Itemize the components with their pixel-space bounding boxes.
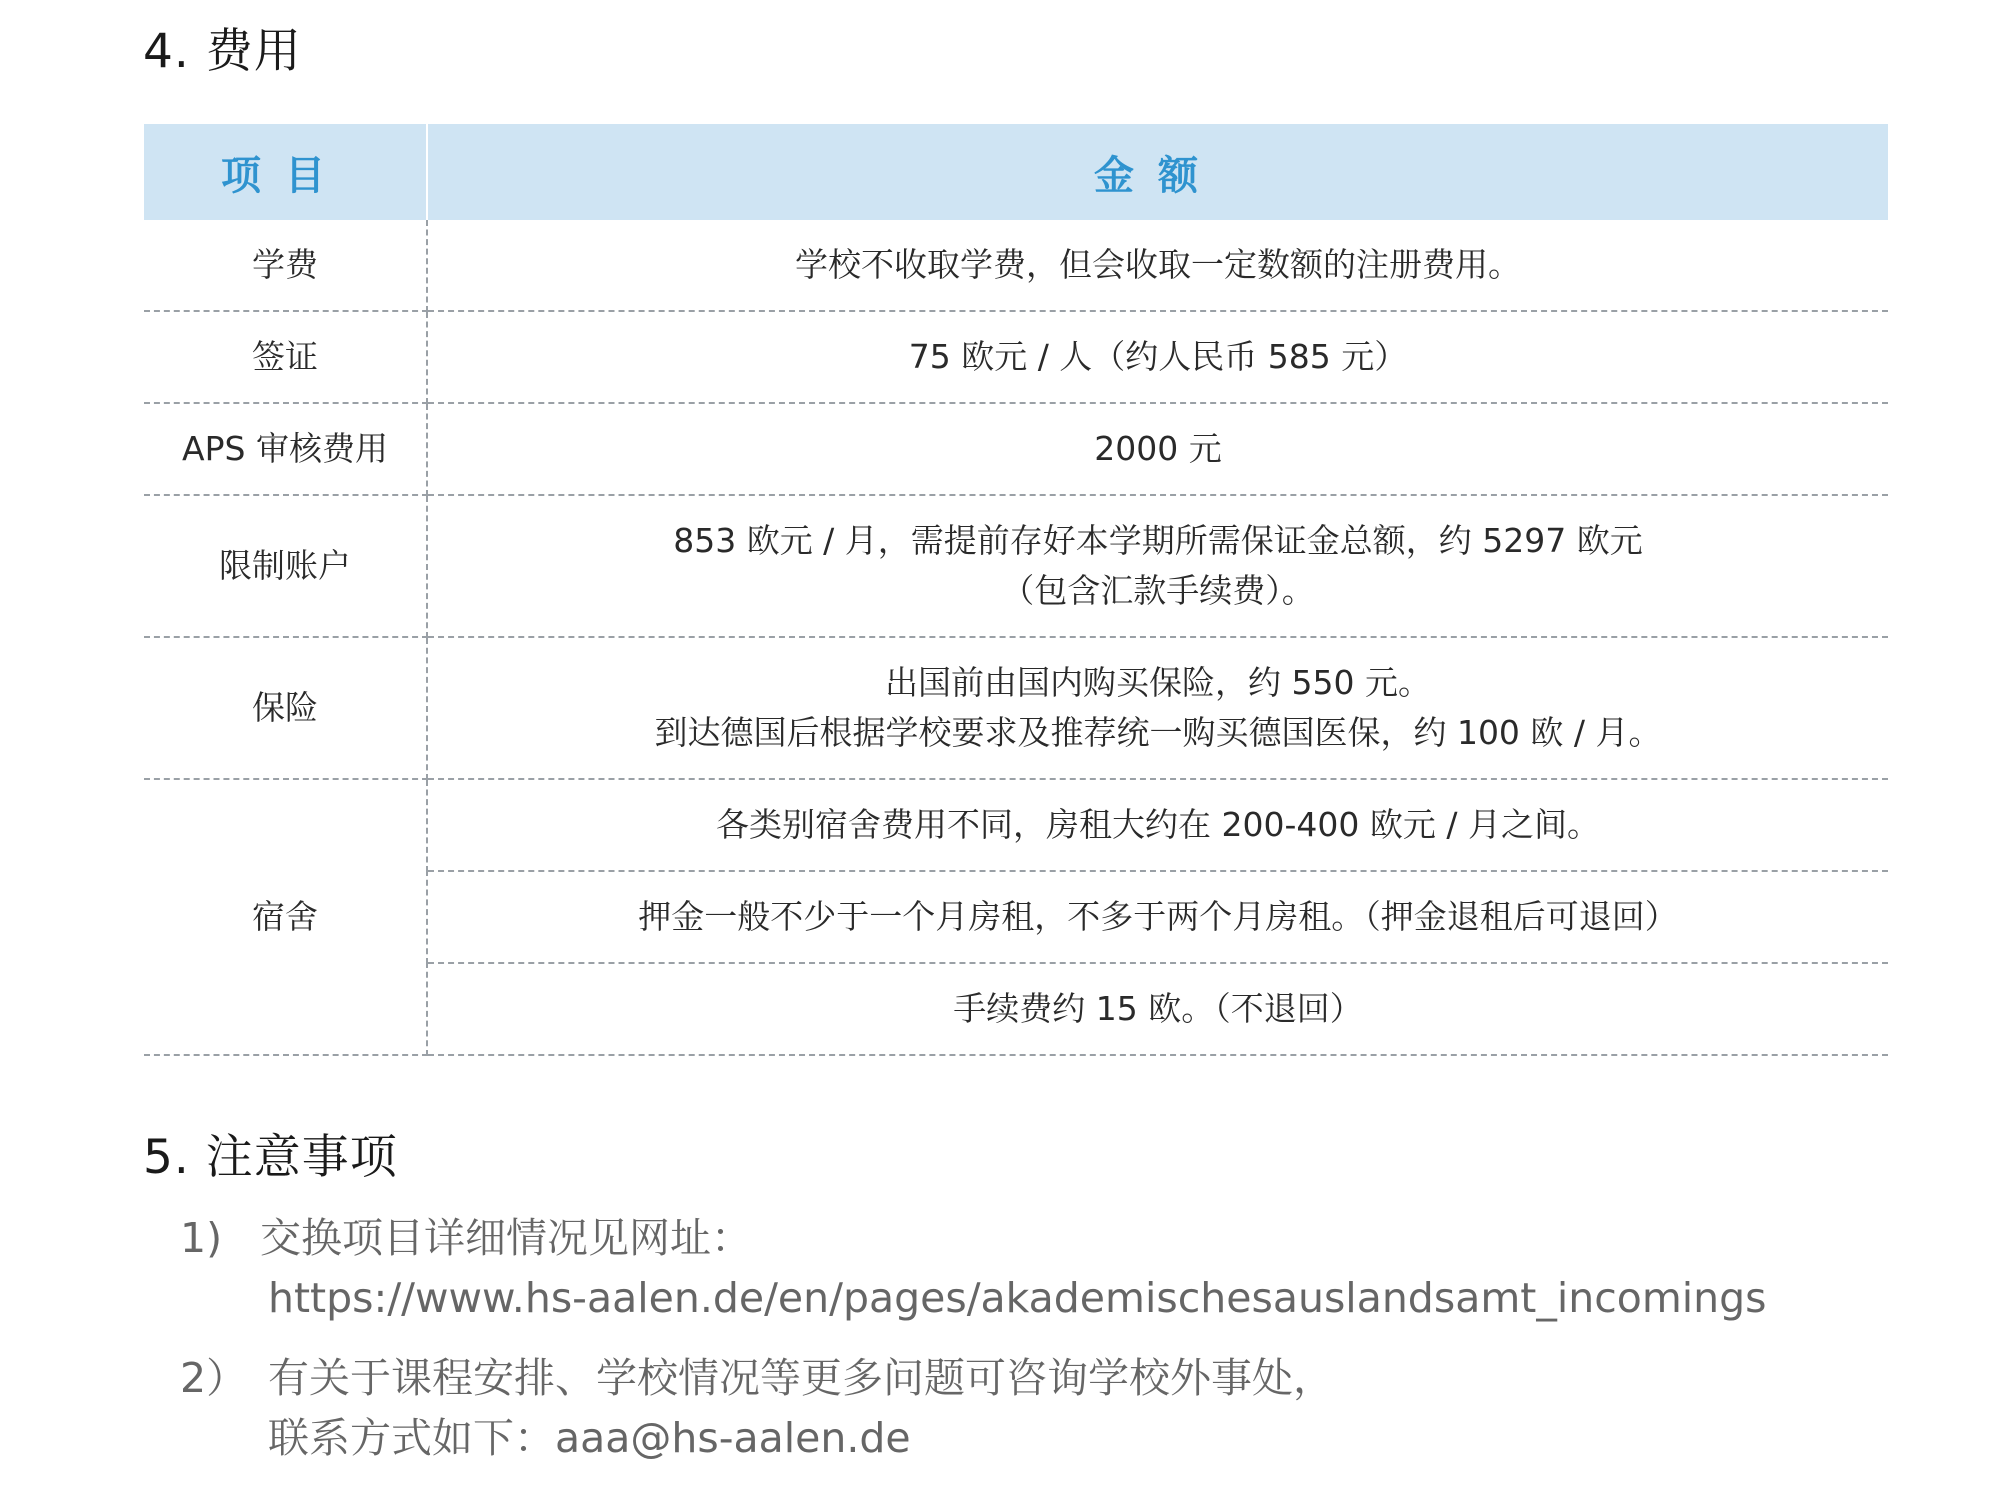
row-item: APS 审核费用 [144, 403, 427, 495]
table-row [144, 311, 1888, 403]
note-link[interactable]: https://www.hs-aalen.de/en/pages/akademischesauslandsamt_incomings [268, 1274, 1767, 1322]
amount-line: 出国前由国内购买保险，约 550 元。 [885, 663, 1431, 702]
table-row [144, 495, 1888, 637]
row-item: 宿舍 [144, 779, 427, 1055]
section-4-title: 4. 费用 [143, 24, 302, 79]
table-header-row [144, 124, 1888, 220]
row-amount: 学校不收取学费，但会收取一定数额的注册费用。 [427, 220, 1888, 311]
note-contact[interactable]: 联系方式如下：aaa@hs-aalen.de [268, 1414, 911, 1462]
amount-line: （包含汇款手续费）。 [1001, 571, 1315, 610]
header-item: 项目 [144, 124, 427, 220]
row-amount: 各类别宿舍费用不同，房租大约在 200-400 欧元 / 月之间。 [427, 779, 1888, 871]
section-5-title: 5. 注意事项 [143, 1130, 398, 1185]
note-text: 交换项目详细情况见网址： [260, 1214, 752, 1262]
header-amount: 金额 [427, 124, 1888, 220]
row-amount: 手续费约 15 欧。（不退回） [427, 963, 1888, 1055]
table-row [144, 779, 1888, 871]
table-row [144, 220, 1888, 311]
row-item: 学费 [144, 220, 427, 311]
row-amount: 押金一般不少于一个月房租，不多于两个月房租。（押金退租后可退回） [427, 871, 1888, 963]
row-item: 签证 [144, 311, 427, 403]
table-row [144, 637, 1888, 779]
list-item [180, 1208, 1920, 1328]
list-item [180, 1348, 1920, 1468]
row-amount: 2000 元 [427, 403, 1888, 495]
note-number: 1) [180, 1214, 223, 1262]
note-number: 2） [180, 1354, 248, 1402]
row-item: 限制账户 [144, 495, 427, 637]
fee-table [144, 124, 1888, 1056]
note-text: 有关于课程安排、学校情况等更多问题可咨询学校外事处， [268, 1354, 1334, 1402]
row-amount [427, 637, 1888, 779]
row-amount [427, 495, 1888, 637]
amount-line: 853 欧元 / 月，需提前存好本学期所需保证金总额，约 5297 欧元 [673, 521, 1643, 560]
row-item: 保险 [144, 637, 427, 779]
table-row [144, 403, 1888, 495]
row-amount: 75 欧元 / 人（约人民币 585 元） [427, 311, 1888, 403]
amount-line: 到达德国后根据学校要求及推荐统一购买德国医保，约 100 欧 / 月。 [654, 713, 1662, 752]
notes-list [180, 1208, 1920, 1488]
